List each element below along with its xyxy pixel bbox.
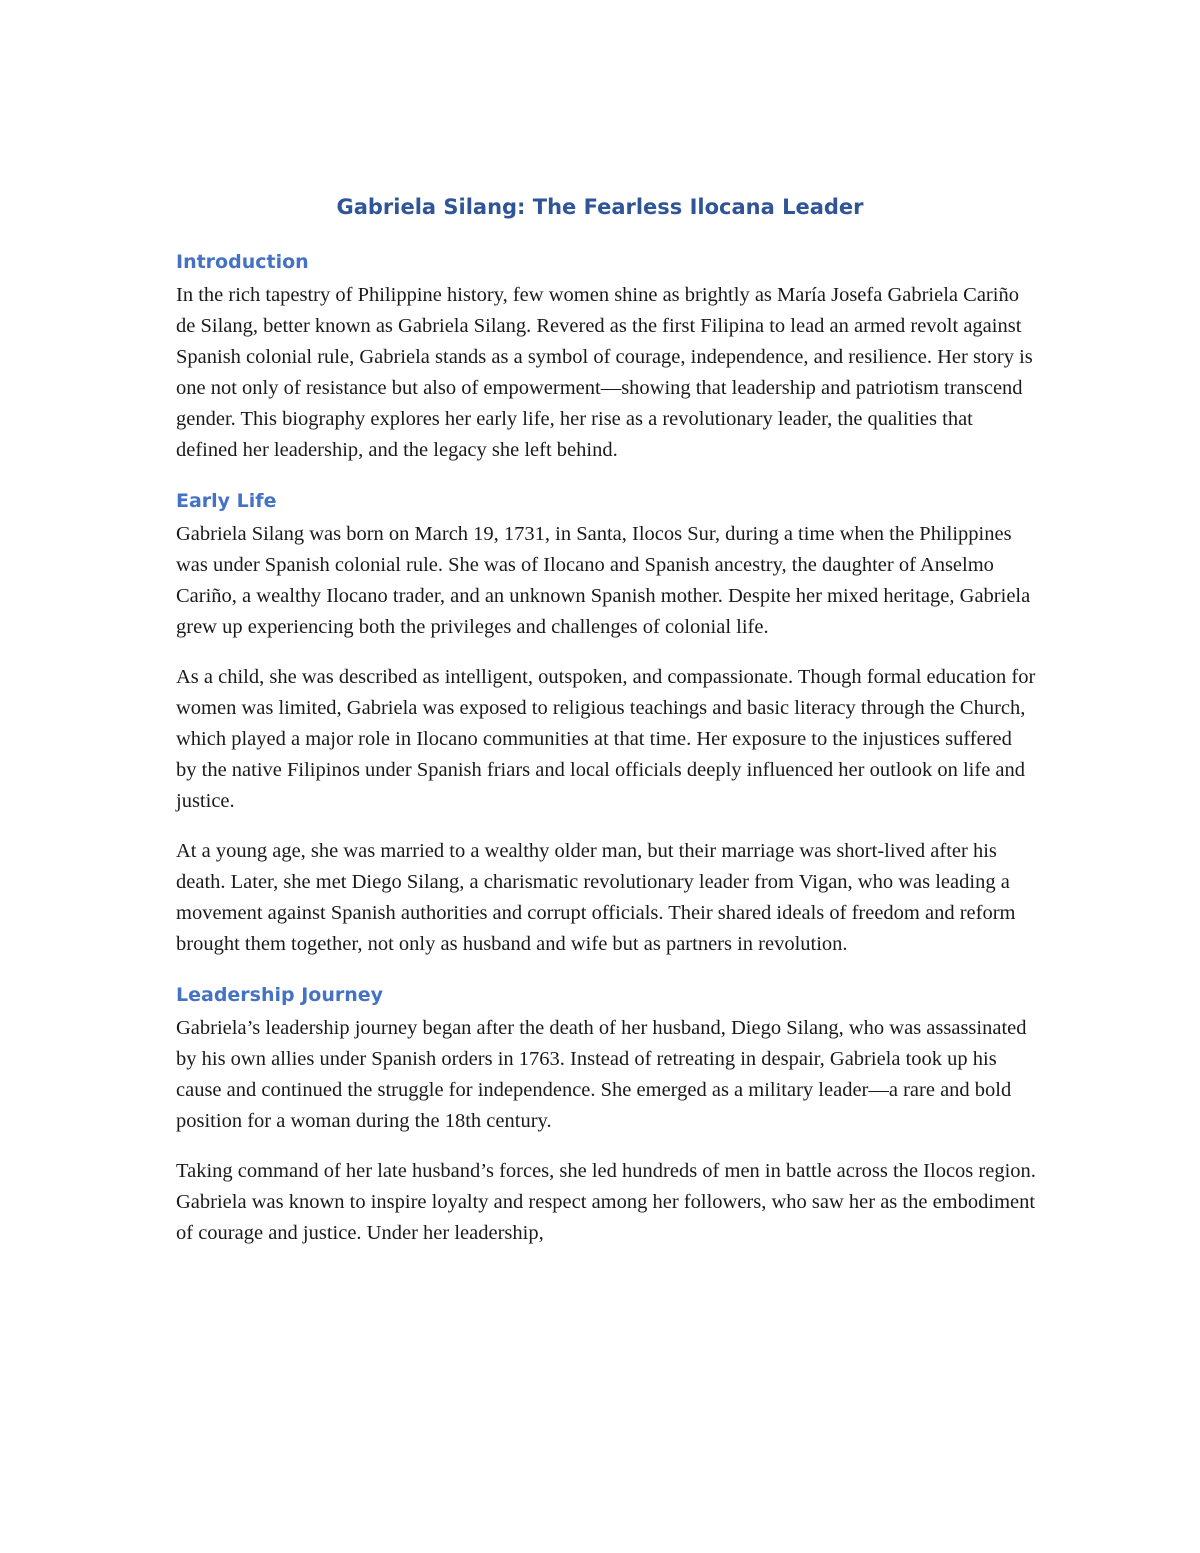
section-introduction — [176, 246, 1036, 466]
section-early-life — [176, 485, 1036, 960]
paragraph: As a child, she was described as intelligent, outspoken, and compassionate. Though formal education for women was limited, Gabriela was exposed to religious teachings and basic literacy through the Church, which played a major role in Ilocano communities at that time. Her exposure to the injustices suffered by the native Filipinos under Spanish friars and local officials deeply influenced her outlook on life and justice. — [176, 666, 1036, 812]
section-leadership-journey — [176, 979, 1036, 1249]
paragraph: Gabriela’s leadership journey began after the death of her husband, Diego Silang, who was assassinated by his own allies under Spanish orders in 1763. Instead of retreating in despair, Gabriela took up his cause and continued the struggle for independence. She emerged as a military leader—a rare and bold position for a woman during the 18th century. — [176, 1017, 1027, 1132]
paragraph: In the rich tapestry of Philippine history, few women shine as brightly as María Josefa Gabriela Cariño de Silang, better known as Gabriela Silang. Revered as the first Filipina to lead an armed revolt against Spanish colonial rule, Gabriela stands as a symbol of courage, independence, and resilience. Her story is one not only of resistance but also of empowerment—showing that leadership and patriotism transcend gender. This biography explores her early life, her rise as a revolutionary leader, the qualities that defined her leadership, and the legacy she left behind. — [176, 284, 1033, 461]
paragraph: At a young age, she was married to a wealthy older man, but their marriage was short-lived after his death. Later, she met Diego Silang, a charismatic revolutionary leader from Vigan, who was leading a movement against Spanish authorities and corrupt officials. Their shared ideals of freedom and reform brought them together, not only as husband and wife but as partners in revolution. — [176, 840, 1016, 955]
section-heading: Leadership Journey — [176, 984, 384, 1006]
paragraph: Gabriela Silang was born on March 19, 1731, in Santa, Ilocos Sur, during a time when the Philippines was under Spanish colonial rule. She was of Ilocano and Spanish ancestry, the daughter of Anselmo Cariño, a wealthy Ilocano trader, and an unknown Spanish mother. Despite her mixed heritage, Gabriela grew up experiencing both the privileges and challenges of colonial life. — [176, 523, 1031, 638]
document-body — [176, 246, 1036, 1268]
paragraph: Taking command of her late husband’s forces, she led hundreds of men in battle across the Ilocos region. Gabriela was known to inspire loyalty and respect among her followers, who saw her as the embodiment of courage and justice. Under her leadership, — [176, 1160, 1036, 1244]
section-heading: Early Life — [176, 490, 277, 512]
document-title: Gabriela Silang: The Fearless Ilocana Leader — [336, 195, 864, 219]
section-heading: Introduction — [176, 251, 309, 273]
